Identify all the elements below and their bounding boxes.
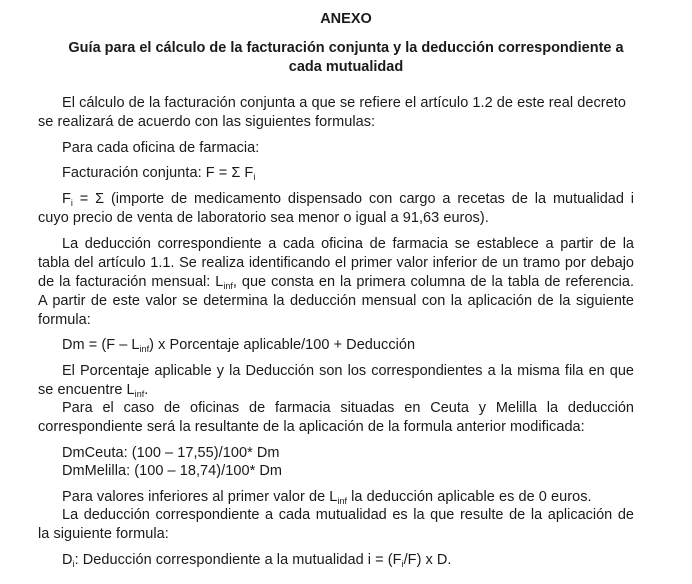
dm-ceuta-formula: DmCeuta: (100 – 17,55)/100* Dm xyxy=(62,445,280,461)
fi-definition-line-1: $F_i = \Sigma$ (importe de medicamento dispensado con cargo a recetas de la mutualidad i xyxy=(62,191,634,208)
intro-line-1: El cálculo de la facturación conjunta a que se refiere el artículo 1.2 de este real decreto xyxy=(62,95,626,111)
fi-definition-line-2: cuyo precio de venta de laboratorio sea menor o igual a 91,63 euros). xyxy=(38,210,489,226)
dm-formula: $Dm = (F - L_{inf})$ x Porcentaje aplicable/100 + Deducción xyxy=(62,337,416,354)
porcentaje-para-line-2: se encuentre $L_{inf}$. xyxy=(38,382,149,399)
porcentaje-para-line-1: El Porcentaje aplicable y la Deducción son los correspondientes a la misma fila en que xyxy=(62,363,634,379)
subtitle-line-1: Guía para el cálculo de la facturación conjunta y la deducción correspondiente a xyxy=(68,40,624,56)
subtitle-line-2: cada mutualidad xyxy=(288,59,404,75)
deduction-para-line-3: de la facturación mensual: $L_{inf}$, que consta en la primera columna de la tabla de referencia. xyxy=(38,274,634,291)
deduction-para-line-4: A partir de este valor se determina la deducción mensual con la aplicación de la siguiente xyxy=(38,293,634,309)
dm-melilla-formula: DmMelilla: (100 – 18,74)/100* Dm xyxy=(62,463,282,479)
lower-values-text: Para valores inferiores al primer valor de $L_{inf}$ la deducción aplicable es de 0 euros. xyxy=(62,489,592,506)
mutualidad-para-line-2: la siguiente formula: xyxy=(38,526,169,542)
di-formula: $D_i$: Deducción correspondiente a la mutualidad $i = (F_i/F)$ x D. xyxy=(62,552,452,569)
ceuta-para-line-2: correspondiente será la resultante de la aplicación de la formula anterior modificada: xyxy=(38,419,585,435)
ceuta-para-line-1: Para el caso de oficinas de farmacia situadas en Ceuta y Melilla la deducción xyxy=(62,400,634,416)
per-pharmacy-text: Para cada oficina de farmacia: xyxy=(62,140,260,156)
annex-title: ANEXO xyxy=(320,11,372,27)
mutualidad-para-line-1: La deducción correspondiente a cada mutualidad es la que resulte de la aplicación de xyxy=(62,507,634,523)
deduction-para-line-1: La deducción correspondiente a cada oficina de farmacia se establece a partir de la xyxy=(62,236,634,252)
deduction-para-line-2: tabla del artículo 1.1. Se realiza identificando el primer valor inferior de un tramo por debajo xyxy=(38,255,634,271)
intro-line-2: se realizará de acuerdo con las siguientes formulas: xyxy=(38,114,376,130)
deduction-para-line-5: formula: xyxy=(38,312,91,328)
formula-facturacion-conjunta: Facturación conjunta: F = Σ $F_i$ xyxy=(62,165,256,182)
